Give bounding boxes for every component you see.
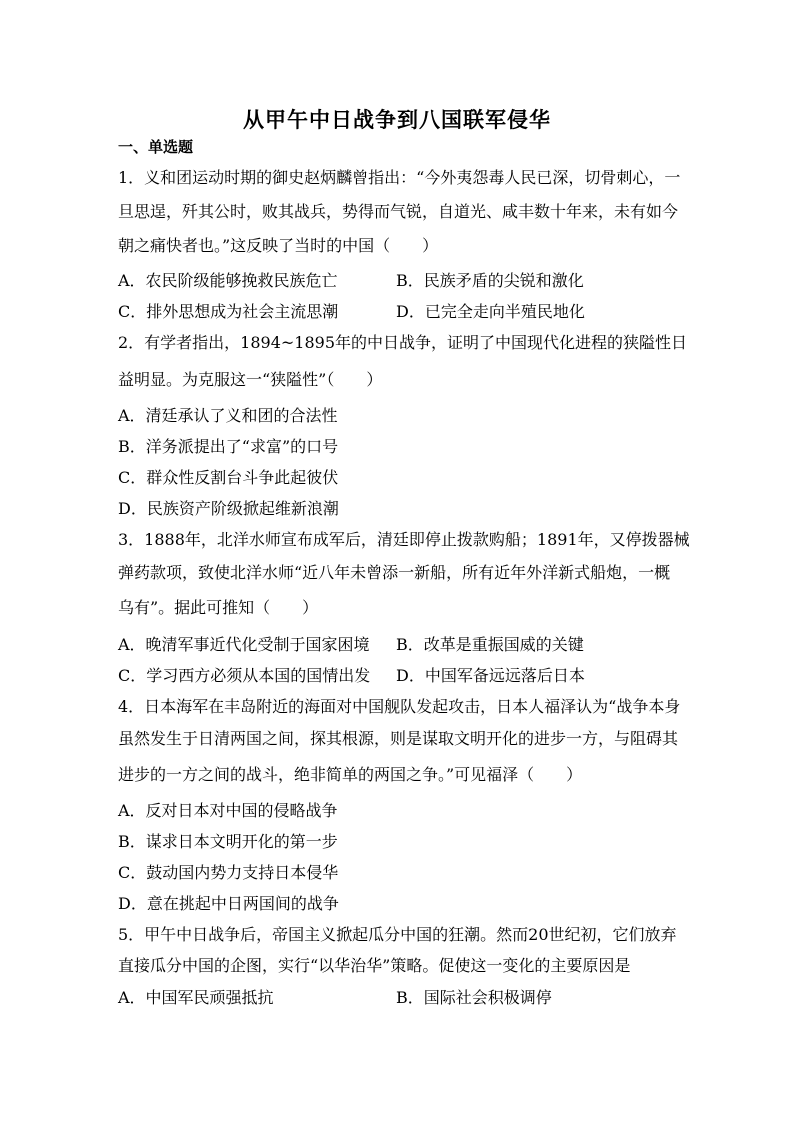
question-1-option-a: A．农民阶级能够挽救民族危亡: [118, 271, 338, 290]
question-2-option-c: C．群众性反割台斗争此起彼伏: [118, 468, 339, 487]
question-1-line-1: 1．义和团运动时期的御史赵炳麟曾指出：“今外夷怨毒人民已深，切骨刺心，一: [118, 168, 681, 187]
question-3-option-b: B．改革是重振国威的关键: [396, 635, 584, 654]
question-3-option-c: C．学习西方必须从本国的国情出发: [118, 666, 371, 685]
question-1-line-3: 朝之痛快者也。”这反映了当时的中国（ ）: [118, 236, 439, 255]
question-2-option-d: D．民族资产阶级掀起维新浪潮: [118, 499, 339, 518]
question-1-option-d: D．已完全走向半殖民地化: [396, 302, 585, 321]
question-5-line-1: 5．甲午中日战争后，帝国主义掀起瓜分中国的狂潮。然而20世纪初，它们放弃: [118, 925, 677, 944]
question-5-line-2: 直接瓜分中国的企图，实行“以华治华”策略。促使这一变化的主要原因是: [118, 956, 631, 975]
question-4-line-1: 4．日本海军在丰岛附近的海面对中国舰队发起攻击，日本人福泽认为“战争本身: [118, 697, 681, 716]
question-5-option-b: B．国际社会积极调停: [396, 988, 552, 1007]
question-4-option-b: B．谋求日本文明开化的第一步: [118, 832, 338, 851]
question-2-line-2: 益明显。为克服这一“狭隘性”（ ）: [118, 370, 383, 389]
question-3-option-a: A．晚清军事近代化受制于国家困境: [118, 635, 370, 654]
question-1-option-c: C．排外思想成为社会主流思潮: [118, 302, 339, 321]
question-2-option-b: B．洋务派提出了“求富”的口号: [118, 437, 339, 456]
question-4-line-3: 进步的一方之间的战斗，绝非简单的两国之争。”可见福泽（ ）: [118, 765, 583, 784]
question-1-option-b: B．民族矛盾的尖锐和激化: [396, 271, 584, 290]
question-3-line-1: 3．1888年，北洋水师宣布成军后，清廷即停止拨款购船；1891年，又停拨器械: [118, 530, 690, 549]
page-title: 从甲午中日战争到八国联军侵华: [243, 107, 551, 132]
question-3-line-2: 弹药款项，致使北洋水师“近八年未曾添一新船，所有近年外洋新式船炮，一概: [118, 563, 671, 582]
question-2-line-1: 2．有学者指出，1894~1895年的中日战争，证明了中国现代化进程的狭隘性日: [118, 333, 688, 352]
question-4-option-a: A．反对日本对中国的侵略战争: [118, 801, 338, 820]
question-4-option-d: D．意在挑起中日两国间的战争: [118, 894, 339, 913]
question-3-line-3: 乌有”。据此可推知（ ）: [118, 598, 319, 617]
question-1-line-2: 旦思逞，歼其公时，败其战兵，势得而气锐，自道光、咸丰数十年来，未有如今: [118, 202, 679, 221]
question-4-option-c: C．鼓动国内势力支持日本侵华: [118, 863, 339, 882]
question-4-line-2: 虽然发生于日清两国之间，探其根源，则是谋取文明开化的进步一方，与阻碍其: [118, 729, 679, 748]
question-2-option-a: A．清廷承认了义和团的合法性: [118, 406, 338, 425]
section-heading: 一、单选题: [118, 138, 194, 156]
question-5-option-a: A．中国军民顽强抵抗: [118, 988, 274, 1007]
question-3-option-d: D．中国军备远远落后日本: [396, 666, 585, 685]
